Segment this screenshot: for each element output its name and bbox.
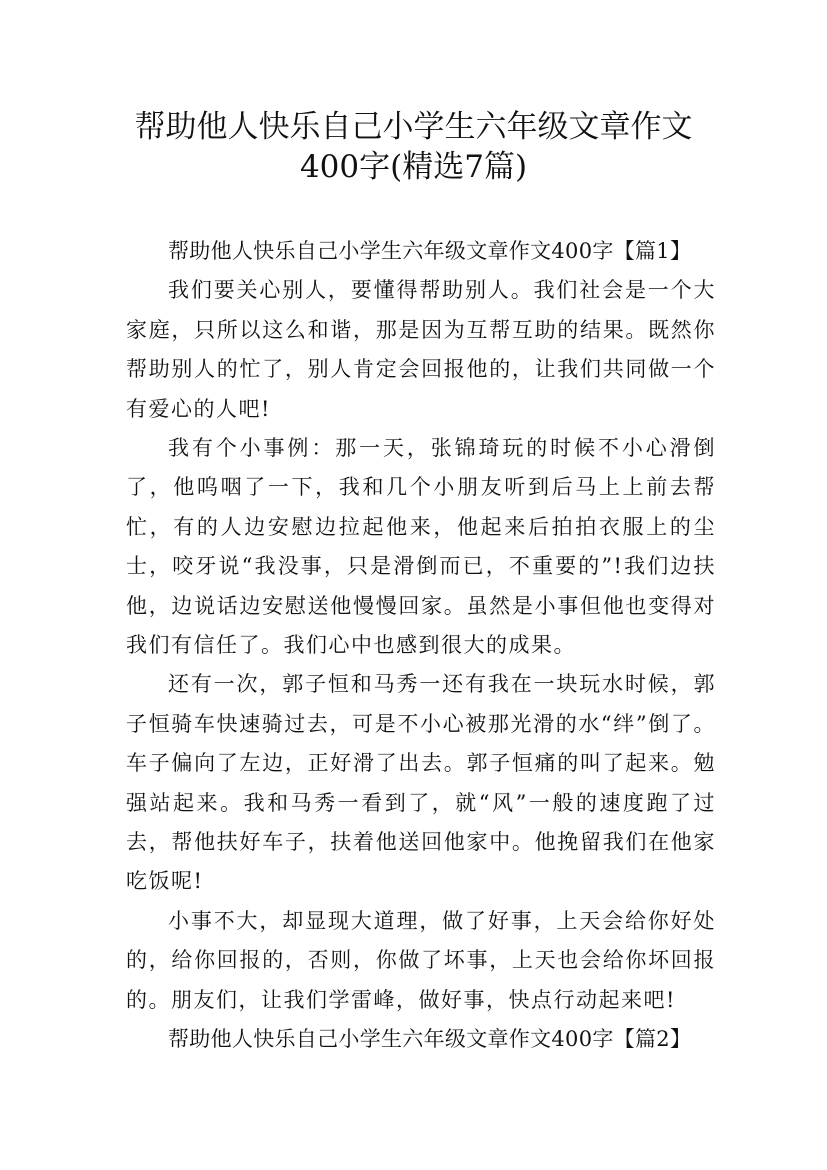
- section-heading-1: 帮助他人快乐自己小学生六年级文章作文400字【篇1】: [168, 239, 692, 263]
- paragraph-2: 我有个小事例：那一天，张锦琦玩的时候不小心滑倒了，他呜咽了一下，我和几个小朋友听到后马上上前去帮忙，有的人边安慰边拉起他来，他起来后拍拍衣服上的尘士，咬牙说“我没事，只是滑倒而已，不重要的”!我们边扶他，边说话边安慰送他慢慢回家。虽然是小事但他也变得对我们有信任了。我们心中也感到很大的成果。: [126, 436, 716, 658]
- paragraph-1: 我们要关心别人，要懂得帮助别人。我们社会是一个大家庭，只所以这么和谐，那是因为互帮互助的结果。既然你帮助别人的忙了，别人肯定会回报他的，让我们共同做一个有爱心的人吧!: [126, 278, 716, 421]
- document-title-line-2: 400字(精选7篇): [299, 149, 528, 185]
- section-heading-2: 帮助他人快乐自己小学生六年级文章作文400字【篇2】: [168, 1027, 692, 1052]
- document-body: [126, 232, 716, 1060]
- document-title-line-1: 帮助他人快乐自己小学生六年级文章作文: [134, 109, 693, 145]
- paragraph-4: 小事不大，却显现大道理，做了好事，上天会给你好处的，给你回报的，否则，你做了坏事，上天也会给你坏回报的。朋友们，让我们学雷峰，做好事，快点行动起来吧!: [126, 908, 716, 1012]
- paragraph-3: 还有一次，郭子恒和马秀一还有我在一块玩水时候，郭子恒骑车快速骑过去，可是不小心被那光滑的水“绊”倒了。车子偏向了左边，正好滑了出去。郭子恒痛的叫了起来。勉强站起来。我和马秀一看到了，就“风”一般的速度跑了过去，帮他扶好车子，扶着他送回他家中。他挽留我们在他家吃饭呢!: [126, 672, 716, 894]
